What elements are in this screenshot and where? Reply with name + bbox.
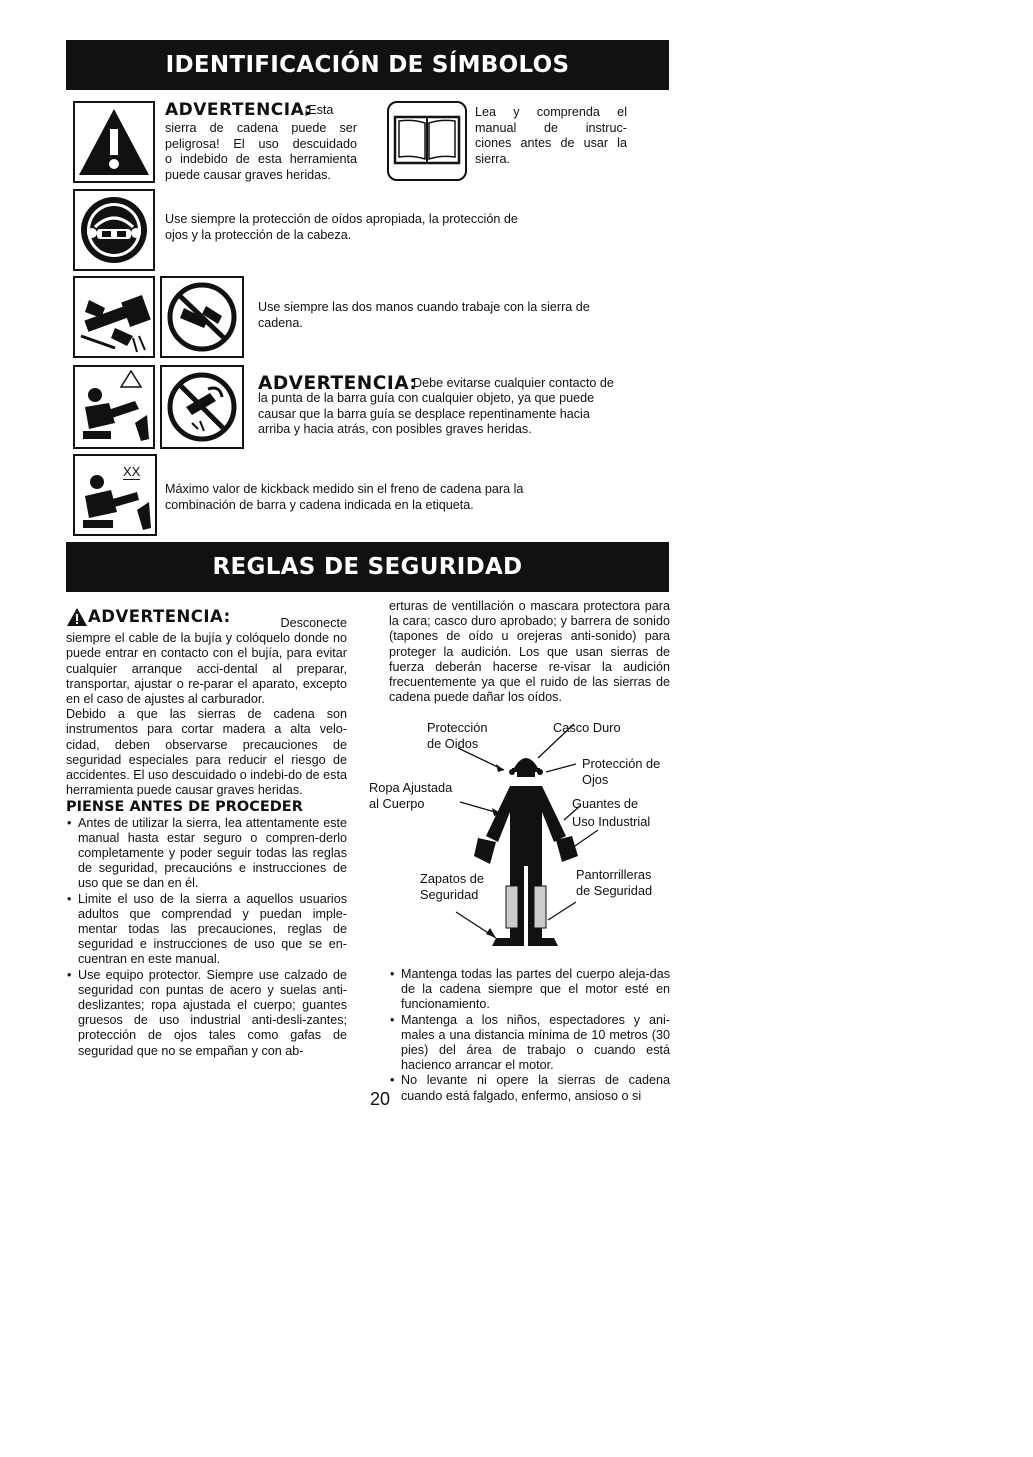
kickback-xx-label: XX bbox=[123, 464, 141, 479]
one-hand-prohibited-icon bbox=[160, 276, 244, 358]
manual-text: Lea y comprenda el manual de instruc- ciones antes de usar la sierra. bbox=[475, 105, 627, 166]
rules-warning-first: Desconecte bbox=[280, 616, 347, 630]
kickback-value-icon bbox=[73, 454, 157, 536]
rules-banner: REGLAS DE SEGURIDAD bbox=[66, 542, 669, 592]
gloves-label-a: Guantes de bbox=[572, 796, 639, 811]
symbols-banner: IDENTIFICACIÓN DE SÍMBOLOS bbox=[66, 40, 669, 90]
think-before-subhead: PIENSE ANTES DE PROCEDER bbox=[66, 799, 303, 816]
rules-para1: Debido a que las sierras de cadena son instrumentos para cortar madera a alta velo-cidad, deben observarse precauciones de seguridad especiales para reducir el riesgo de accidentes. El uso descuidado o indebi-do de esta herramienta puede causar graves heridas. bbox=[66, 707, 347, 798]
eye-protection-label-b: Ojos bbox=[582, 772, 609, 787]
chaps-label-b: de Seguridad bbox=[576, 883, 653, 898]
list-item: • Antes de utilizar la sierra, lea attentamente este manual hasta estar seguro o compren-derlo completamente y poder seguir todas las reglas de seguridad, precaucións e instrucciones de uso que se dan en él. bbox=[78, 816, 347, 892]
chaps-label-a: Pantorrilleras bbox=[576, 867, 652, 882]
manual-book-icon bbox=[387, 101, 467, 181]
warning2-head: ADVERTENCIA: bbox=[258, 373, 418, 394]
rules-left-column bbox=[66, 607, 347, 1059]
rules-left-bullets bbox=[66, 816, 347, 1059]
helmet-label: Casco Duro bbox=[553, 720, 621, 735]
two-hands-text: Use siempre las dos manos cuando trabaje con la sierra de cadena. bbox=[258, 300, 590, 330]
rules-right-continuation: erturas de ventillación o mascara protectora para la cara; casco duro aprobado; y barrera de sonido (tapones de oído u orejeras anti-sonido) para proteger la audición. Los que usan sierras de fuerza deberán hacerse re-visar la audición frecuentemente ya que el ruido de las sierras de cadena puede dañar los oídos. bbox=[389, 599, 670, 705]
warning1-text: sierra de cadena puede ser peligrosa! El uso descuidado o indebido de esta herramienta puede causar graves heridas. bbox=[165, 121, 357, 182]
warning-triangle-icon bbox=[73, 101, 155, 183]
kickback-prohibited-icon bbox=[160, 365, 244, 449]
rules-warning-headline bbox=[66, 607, 347, 631]
kickback-text: Máximo valor de kickback medido sin el freno de cadena para la combinación de barra y cadena indicada en la etiqueta. bbox=[165, 482, 524, 512]
rules-right-column-top bbox=[389, 599, 670, 705]
protective-gear-icon bbox=[73, 189, 155, 271]
list-item: • Mantenga a los niños, espectadores y ani-males a una distancia mínima de 10 metros (30 pies) del área de trabajo o cuando está hacienco arrancar el motor. bbox=[401, 1013, 670, 1074]
eye-protection-label-a: Protección de bbox=[582, 756, 661, 771]
list-item: • No levante ni opere la sierras de cadena cuando está falgado, enfermo, ansioso o si bbox=[401, 1073, 670, 1103]
rules-right-bullets bbox=[389, 967, 670, 1104]
shoes-label-a: Zapatos de bbox=[420, 871, 485, 886]
rules-right-column-bottom bbox=[389, 967, 670, 1104]
ear-protection-label-a: Protección bbox=[427, 720, 488, 735]
rules-warning-body: siempre el cable de la bujía y colóquelo donde no puede entrar en contacto con el bujía, para evitar cualquier arranque acci-dental al preparar, transportar, ajustar o re-parar el aparato, excepto en el caso de ajustes al carburador. bbox=[66, 631, 347, 707]
warning1-head: ADVERTENCIA: bbox=[165, 100, 312, 120]
warning1-first: ¡Esta bbox=[304, 103, 334, 117]
protective-gear-figure bbox=[366, 716, 676, 956]
ear-protection-label-b: de Oidos bbox=[427, 736, 479, 751]
page-number: 20 bbox=[370, 1089, 391, 1109]
clothing-label-a: Ropa Ajustada bbox=[369, 780, 453, 795]
gloves-label-b: Uso Industrial bbox=[572, 814, 651, 829]
list-item: • Mantenga todas las partes del cuerpo aleja-das de la cadena siempre que el motor esté en funcionamiento. bbox=[401, 967, 670, 1013]
rules-warning-head: ADVERTENCIA: bbox=[88, 607, 231, 627]
protection-text: Use siempre la protección de oídos apropiada, la protección de ojos y la protección de la cabeza. bbox=[165, 212, 518, 242]
warning2-first: Debe evitarse cualquier contacto de bbox=[413, 376, 614, 390]
warning-small-icon bbox=[66, 607, 88, 627]
clothing-label-b: al Cuerpo bbox=[369, 796, 425, 811]
kickback-warning-icon bbox=[73, 365, 155, 449]
warning2-text: la punta de la barra guía con cualquier objeto, ya que puede causar que la barra guía se desplace repentinamente hacia arriba y hacia atrás, con posibles graves heridas. bbox=[258, 391, 595, 436]
list-item: • Limite el uso de la sierra a aquellos usuarios adultos que comprendad y puedan imple-mentar todas las precauciones, reglas de seguridad e instrucciones de uso que se en-cuentran en este manual. bbox=[78, 892, 347, 968]
two-hands-saw-icon bbox=[73, 276, 155, 358]
list-item: • Use equipo protector. Siempre use calzado de seguridad con puntas de acero y suelas anti-deslizantes; ropa ajustada el cuerpo; guantes gruesos de uso industrial anti-desli-zantes; protección de ojos tales como gafas de seguridad que no se empañan y con ab- bbox=[78, 968, 347, 1059]
shoes-label-b: Seguridad bbox=[420, 887, 479, 902]
